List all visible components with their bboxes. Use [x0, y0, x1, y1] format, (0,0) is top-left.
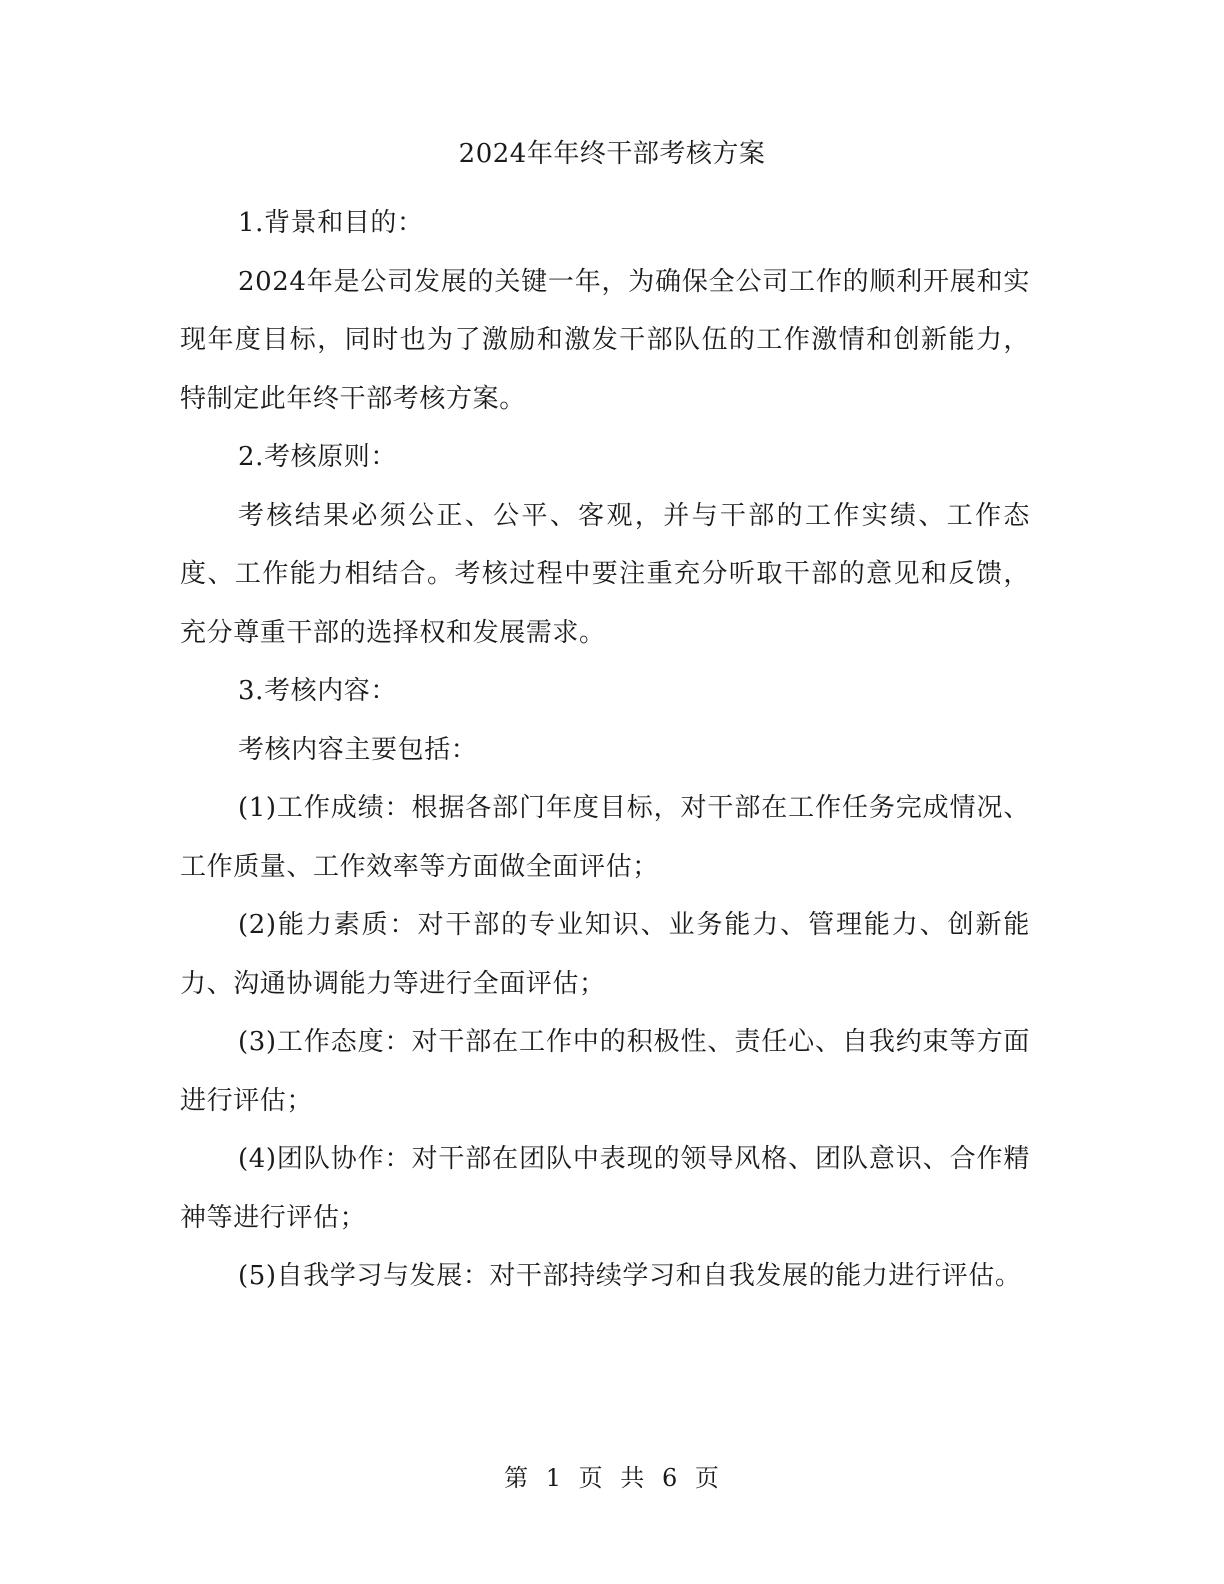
paragraph-background: 2024年是公司发展的关键一年，为确保全公司工作的顺利开展和实现年度目标，同时也为了激励和激发干部队伍的工作激情和创新能力，特制定此年终干部考核方案。: [180, 266, 1030, 414]
page-number-footer: 第 1 页 共 6 页: [504, 1464, 720, 1492]
section-heading-principles: 2.考核原则：: [238, 442, 398, 472]
document-title: 2024年年终干部考核方案: [458, 139, 766, 169]
list-item-teamwork: (4)团队协作：对干部在团队中表现的领导风格、团队意识、合作精神等进行评估；: [180, 1144, 1030, 1233]
paragraph-content-intro: 考核内容主要包括：: [238, 734, 478, 765]
list-item-ability: (2)能力素质：对干部的专业知识、业务能力、管理能力、创新能力、沟通协调能力等进行全面评估；: [180, 910, 1030, 999]
list-item-work-results: (1)工作成绩：根据各部门年度目标，对干部在工作任务完成情况、工作质量、工作效率等方面做全面评估；: [180, 793, 1030, 882]
list-item-self-learning: (5)自我学习与发展：对干部持续学习和自我发展的能力进行评估。: [238, 1261, 1022, 1291]
document-body: [180, 194, 1030, 1306]
paragraph-principles: 考核结果必须公正、公平、客观，并与干部的工作实绩、工作态度、工作能力相结合。考核过程中要注重充分听取干部的意见和反馈，充分尊重干部的选择权和发展需求。: [180, 500, 1030, 648]
section-heading-content: 3.考核内容：: [238, 676, 398, 706]
section-heading-background: 1.背景和目的：: [238, 208, 424, 238]
list-item-attitude: (3)工作态度：对干部在工作中的积极性、责任心、自我约束等方面进行评估；: [180, 1027, 1030, 1116]
